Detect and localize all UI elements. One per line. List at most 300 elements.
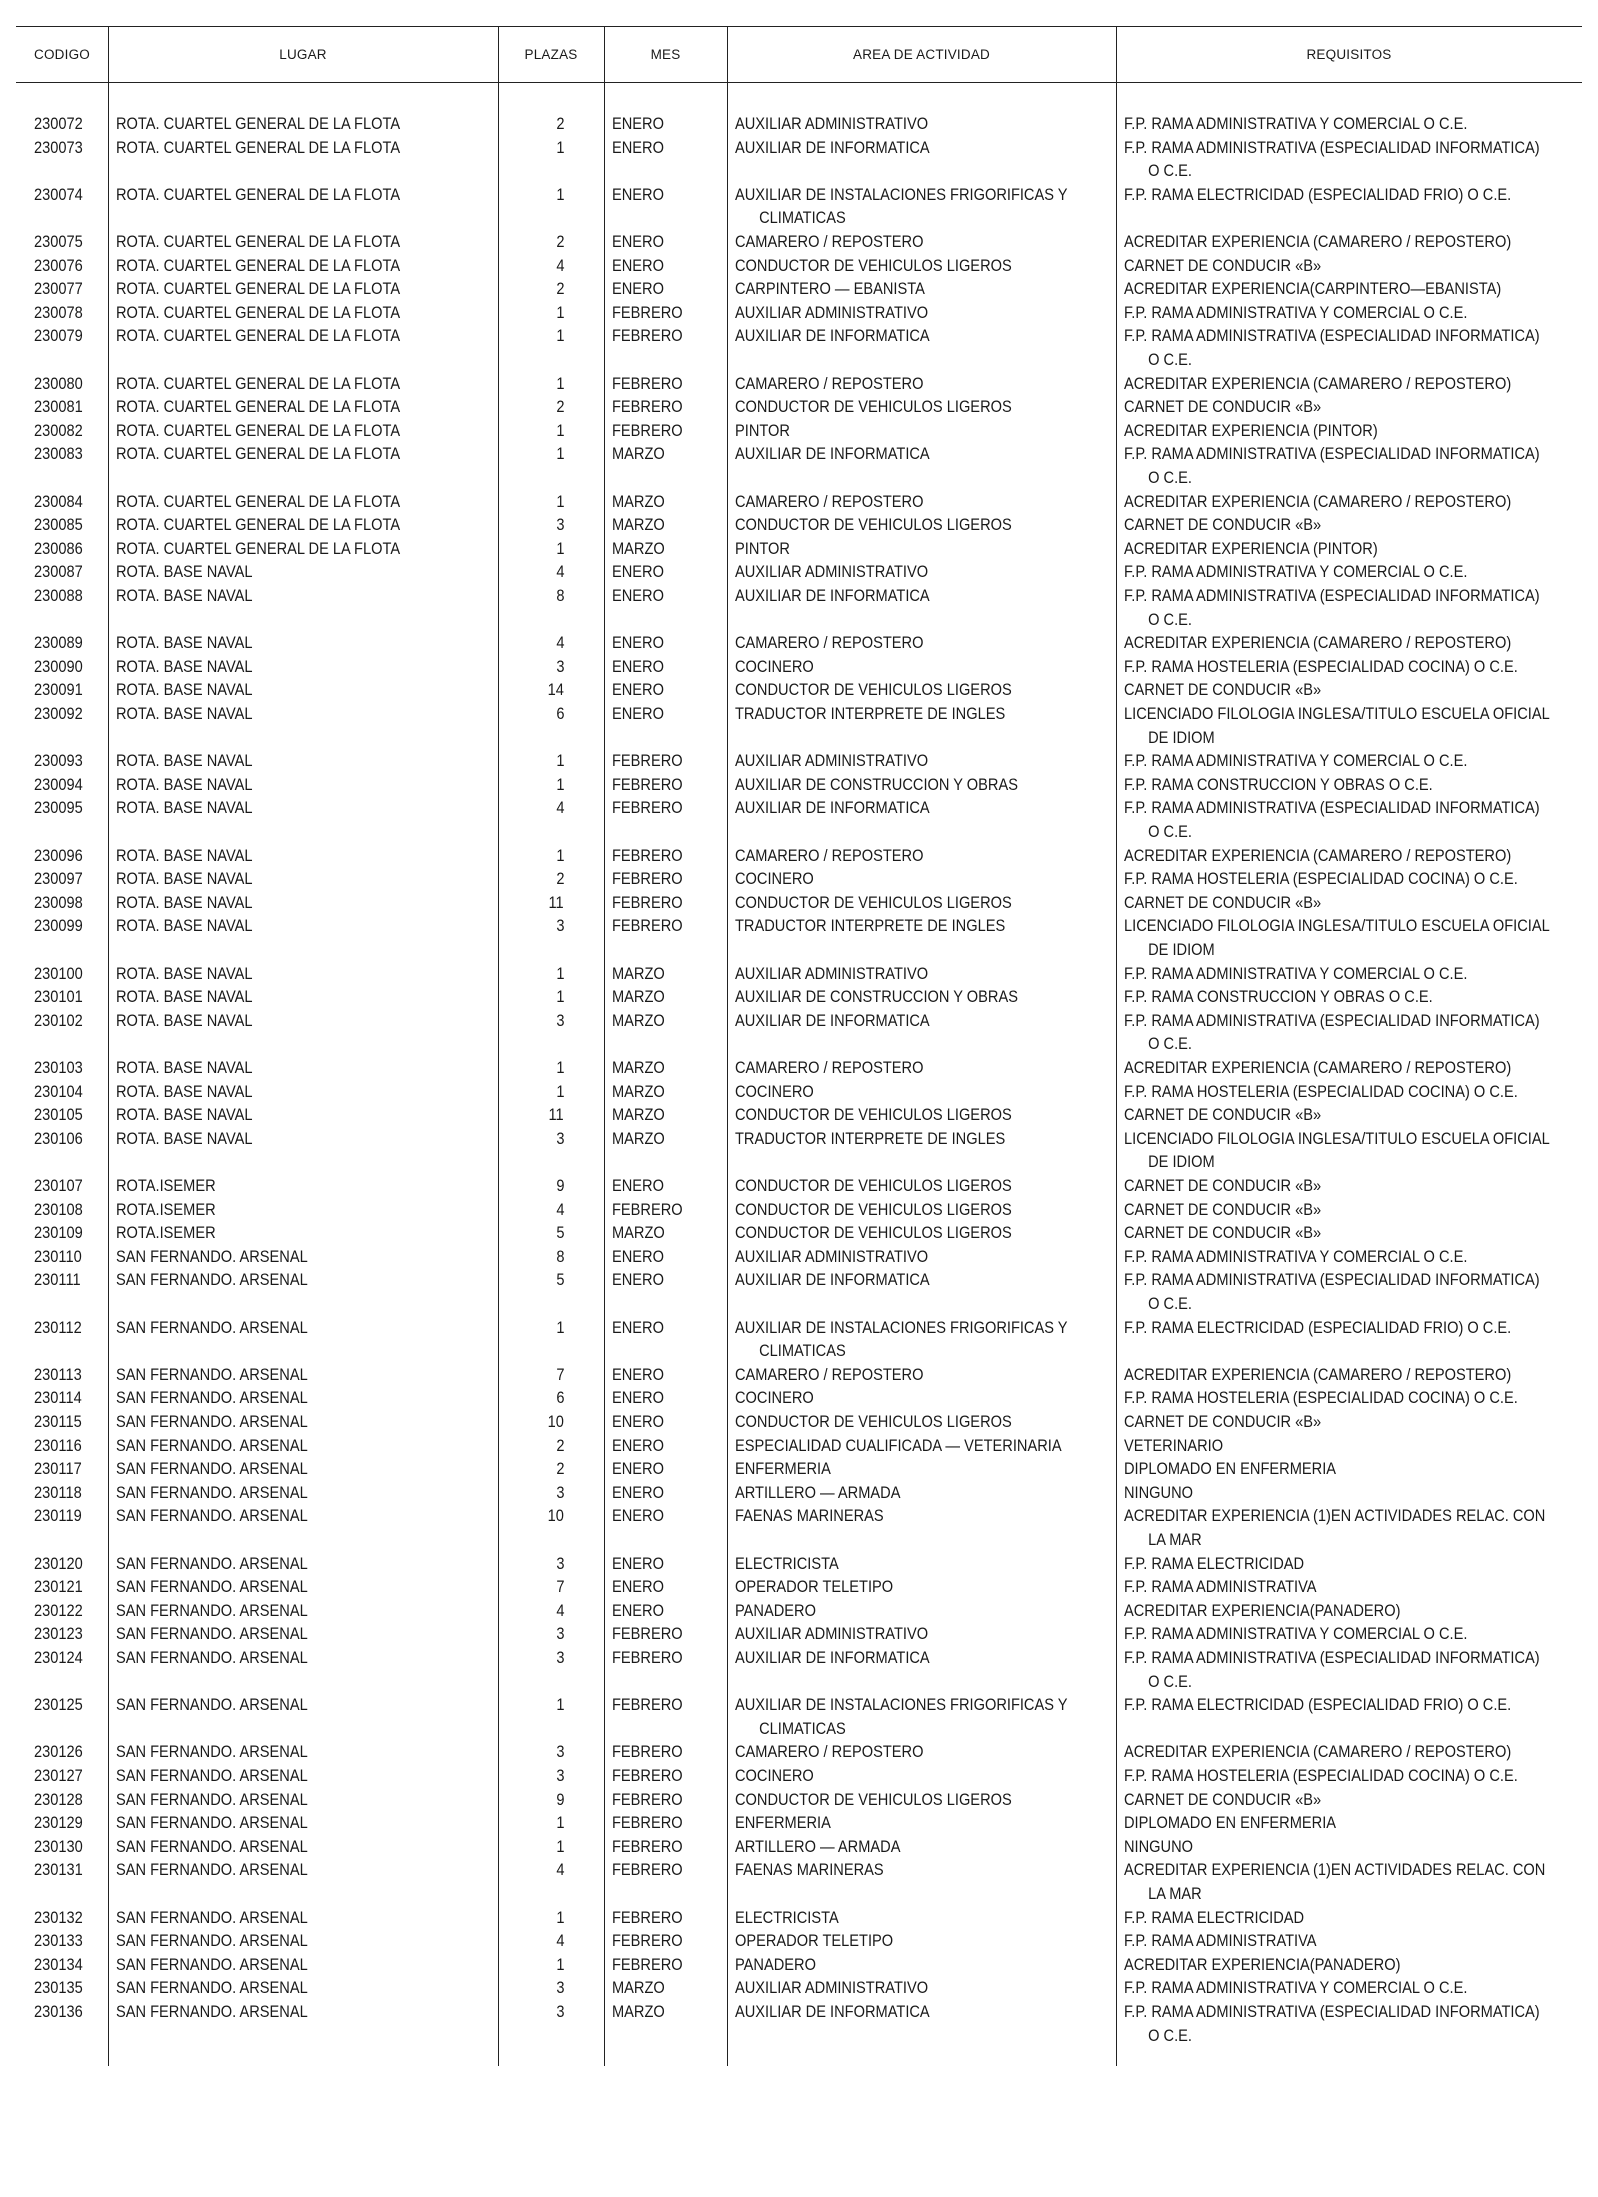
mes-cell: ENERO [612,586,665,605]
area-cell: FAENAS MARINERAS [735,1506,884,1526]
lugar-cell: ROTA. BASE NAVAL [116,586,253,605]
plazas-cell: 1 [555,751,564,771]
requisitos-cell: F.P. RAMA ADMINISTRATIVA Y COMERCIAL O C.E. [1124,1624,1468,1644]
plazas-cell: 9 [555,1789,564,1809]
codigo-cell: 230105 [34,1105,83,1125]
lugar-cell: SAN FERNANDO. ARSENAL [116,1600,308,1620]
area-cell: CAMARERO / REPOSTERO [735,1058,924,1077]
lugar-cell: ROTA. CUARTEL GENERAL DE LA FLOTA [116,302,401,322]
requisitos-cell: CARNET DE CONDUCIR «B» [1124,1199,1322,1219]
codigo-cell: 230094 [34,774,83,794]
mes-cell: ENERO [612,114,665,133]
plazas-cell: 4 [555,562,564,582]
codigo-cell: 230083 [34,444,83,464]
mes-cell: ENERO [612,232,665,251]
lugar-cell: ROTA. BASE NAVAL [116,704,253,723]
plazas-cell: 7 [555,1364,564,1384]
mes-cell: ENERO [612,656,665,676]
mes-cell: FEBRERO [612,774,683,794]
codigo-cell: 230114 [34,1388,82,1408]
requisitos-continuation-cell: O C.E. [1148,609,1192,629]
requisitos-cell: F.P. RAMA ELECTRICIDAD (ESPECIALIDAD FRIO) O C.E. [1124,1317,1512,1337]
plazas-cell: 1 [555,538,564,558]
codigo-cell: 230126 [34,1742,83,1762]
lugar-cell: SAN FERNANDO. ARSENAL [116,1978,308,1998]
lugar-cell: ROTA. BASE NAVAL [116,1058,253,1077]
mes-cell: MARZO [612,1223,665,1243]
codigo-cell: 230124 [34,1648,83,1667]
area-cell: CONDUCTOR DE VEHICULOS LIGEROS [735,255,1012,275]
requisitos-cell: F.P. RAMA CONSTRUCCION Y OBRAS O C.E. [1124,987,1433,1007]
lugar-cell: ROTA. BASE NAVAL [116,1010,253,1030]
lugar-cell: SAN FERNANDO. ARSENAL [116,1789,308,1809]
area-cell: AUXILIAR ADMINISTRATIVO [735,963,929,983]
mes-cell: ENERO [612,279,665,299]
mes-cell: FEBRERO [612,1648,683,1667]
mes-cell: ENERO [612,1412,665,1431]
area-cell: CARPINTERO — EBANISTA [735,279,925,299]
area-cell: AUXILIAR ADMINISTRATIVO [735,1246,929,1266]
area-cell: COCINERO [735,656,814,676]
lugar-cell: ROTA. BASE NAVAL [116,656,253,676]
mes-cell: FEBRERO [612,302,683,322]
requisitos-continuation-cell: O C.E. [1148,1671,1192,1691]
area-cell: ELECTRICISTA [735,1907,839,1927]
area-cell: TRADUCTOR INTERPRETE DE INGLES [735,1128,1006,1148]
area-cell: AUXILIAR ADMINISTRATIVO [735,1624,929,1644]
plazas-cell: 3 [555,2002,564,2021]
codigo-cell: 230107 [34,1176,83,1195]
plazas-cell: 3 [555,1624,564,1644]
codigo-cell: 230116 [34,1435,82,1455]
lugar-cell: SAN FERNANDO. ARSENAL [116,1388,308,1408]
mes-cell: ENERO [612,1482,665,1502]
lugar-cell: ROTA. CUARTEL GENERAL DE LA FLOTA [116,232,401,251]
area-cell: CAMARERO / REPOSTERO [735,491,924,511]
plazas-cell: 1 [555,845,564,865]
plazas-cell: 4 [555,1931,564,1951]
lugar-cell: ROTA. CUARTEL GENERAL DE LA FLOTA [116,515,401,535]
area-cell: AUXILIAR DE INFORMATICA [735,586,930,605]
lugar-cell: ROTA. BASE NAVAL [116,845,253,865]
mes-cell: MARZO [612,963,665,983]
plazas-cell: 1 [555,987,564,1007]
codigo-cell: 230108 [34,1199,83,1219]
area-cell: ESPECIALIDAD CUALIFICADA — VETERINARIA [735,1435,1062,1455]
area-cell: AUXILIAR DE INFORMATICA [735,326,930,346]
requisitos-cell: NINGUNO [1124,1482,1194,1502]
requisitos-cell: LICENCIADO FILOLOGIA INGLESA/TITULO ESCUELA OFICIAL [1124,1128,1550,1148]
area-cell: OPERADOR TELETIPO [735,1577,894,1597]
requisitos-cell: ACREDITAR EXPERIENCIA(PANADERO) [1124,1954,1401,1974]
mes-cell: ENERO [612,1506,665,1526]
plazas-cell: 1 [555,1954,564,1974]
lugar-cell: ROTA.ISEMER [116,1199,216,1219]
mes-cell: ENERO [612,1388,665,1408]
area-cell: TRADUCTOR INTERPRETE DE INGLES [735,704,1006,723]
mes-cell: MARZO [612,515,665,535]
plazas-cell: 1 [555,1695,564,1715]
column-divider [108,26,109,2066]
requisitos-cell: F.P. RAMA HOSTELERIA (ESPECIALIDAD COCINA) O C.E. [1124,656,1518,676]
requisitos-cell: DIPLOMADO EN ENFERMERIA [1124,1813,1337,1833]
requisitos-cell: F.P. RAMA ADMINISTRATIVA Y COMERCIAL O C.E. [1124,562,1468,582]
area-cell: CONDUCTOR DE VEHICULOS LIGEROS [735,515,1012,535]
mes-cell: FEBRERO [612,916,683,936]
mes-cell: MARZO [612,1081,665,1101]
mes-cell: FEBRERO [612,1931,683,1951]
codigo-cell: 230136 [34,2002,83,2021]
area-cell: AUXILIAR DE INFORMATICA [735,137,930,157]
codigo-cell: 230134 [34,1954,83,1974]
requisitos-cell: F.P. RAMA ADMINISTRATIVA (ESPECIALIDAD INFORMATICA) [1124,326,1540,346]
requisitos-cell: F.P. RAMA ADMINISTRATIVA Y COMERCIAL O C.E. [1124,114,1468,133]
header-mes: MES [650,46,681,62]
codigo-cell: 230095 [34,798,83,818]
requisitos-cell: ACREDITAR EXPERIENCIA(PANADERO) [1124,1600,1401,1620]
lugar-cell: SAN FERNANDO. ARSENAL [116,1246,308,1266]
codigo-cell: 230129 [34,1813,83,1833]
plazas-cell: 2 [555,1435,564,1455]
mes-cell: ENERO [612,633,665,653]
lugar-cell: ROTA. BASE NAVAL [116,892,253,912]
mes-cell: ENERO [612,1600,665,1620]
lugar-cell: ROTA.ISEMER [116,1176,216,1195]
lugar-cell: ROTA. CUARTEL GENERAL DE LA FLOTA [116,114,401,133]
area-cell: CONDUCTOR DE VEHICULOS LIGEROS [735,1223,1012,1243]
codigo-cell: 230099 [34,916,83,936]
codigo-cell: 230119 [34,1506,82,1526]
requisitos-cell: F.P. RAMA ADMINISTRATIVA Y COMERCIAL O C.E. [1124,1978,1468,1998]
mes-cell: MARZO [612,2002,665,2021]
area-cell: PINTOR [735,420,790,440]
requisitos-cell: F.P. RAMA ADMINISTRATIVA (ESPECIALIDAD INFORMATICA) [1124,444,1540,464]
plazas-cell: 3 [555,1648,564,1667]
mes-cell: FEBRERO [612,845,683,865]
requisitos-cell: ACREDITAR EXPERIENCIA(CARPINTERO—EBANISTA) [1124,279,1502,299]
codigo-cell: 230111 [34,1270,81,1290]
requisitos-continuation-cell: DE IDIOM [1148,727,1215,747]
codigo-cell: 230118 [34,1482,82,1502]
codigo-cell: 230090 [34,656,83,676]
requisitos-cell: F.P. RAMA ADMINISTRATIVA (ESPECIALIDAD INFORMATICA) [1124,586,1540,605]
mes-cell: FEBRERO [612,420,683,440]
lugar-cell: ROTA.ISEMER [116,1223,216,1243]
codigo-cell: 230089 [34,633,83,653]
requisitos-cell: CARNET DE CONDUCIR «B» [1124,892,1322,912]
lugar-cell: ROTA. CUARTEL GENERAL DE LA FLOTA [116,326,401,346]
mes-cell: ENERO [612,562,665,582]
plazas-cell: 9 [555,1176,564,1195]
codigo-cell: 230079 [34,326,83,346]
plazas-cell: 4 [555,633,564,653]
codigo-cell: 230085 [34,515,83,535]
lugar-cell: ROTA. BASE NAVAL [116,774,253,794]
codigo-cell: 230123 [34,1624,83,1644]
lugar-cell: ROTA. CUARTEL GENERAL DE LA FLOTA [116,420,401,440]
lugar-cell: ROTA. BASE NAVAL [116,798,253,818]
requisitos-cell: ACREDITAR EXPERIENCIA (PINTOR) [1124,538,1378,558]
header-plazas: PLAZAS [524,46,578,62]
mes-cell: FEBRERO [612,1789,683,1809]
plazas-cell: 4 [555,255,564,275]
codigo-cell: 230110 [34,1246,82,1266]
plazas-cell: 2 [555,1459,564,1479]
area-cell: CAMARERO / REPOSTERO [735,845,924,865]
lugar-cell: ROTA. BASE NAVAL [116,869,253,889]
area-cell: OPERADOR TELETIPO [735,1931,894,1951]
lugar-cell: SAN FERNANDO. ARSENAL [116,1931,308,1951]
plazas-cell: 1 [555,326,564,346]
requisitos-cell: ACREDITAR EXPERIENCIA (CAMARERO / REPOSTERO) [1124,373,1512,393]
mes-cell: ENERO [612,1317,665,1337]
lugar-cell: SAN FERNANDO. ARSENAL [116,1766,308,1785]
area-cell: ARTILLERO — ARMADA [735,1836,901,1856]
area-cell: CAMARERO / REPOSTERO [735,232,924,251]
area-cell: AUXILIAR DE CONSTRUCCION Y OBRAS [735,774,1018,794]
area-cell: AUXILIAR DE INSTALACIONES FRIGORIFICAS Y [735,184,1068,204]
plazas-cell: 3 [555,1766,564,1785]
header-requisitos: REQUISITOS [1306,46,1392,62]
codigo-cell: 230072 [34,114,83,133]
codigo-cell: 230106 [34,1128,83,1148]
codigo-cell: 230132 [34,1907,83,1927]
lugar-cell: SAN FERNANDO. ARSENAL [116,1435,308,1455]
plazas-cell: 1 [555,491,564,511]
requisitos-cell: CARNET DE CONDUCIR «B» [1124,680,1322,700]
requisitos-continuation-cell: O C.E. [1148,350,1192,369]
requisitos-continuation-cell: O C.E. [1148,822,1192,841]
area-cell: AUXILIAR DE INFORMATICA [735,444,930,464]
area-cell: CONDUCTOR DE VEHICULOS LIGEROS [735,1199,1012,1219]
mes-cell: ENERO [612,255,665,275]
plazas-cell: 10 [547,1412,564,1431]
plazas-cell: 1 [555,444,564,464]
mes-cell: ENERO [612,1577,665,1597]
header-lugar: LUGAR [279,46,327,62]
area-cell: ENFERMERIA [735,1459,831,1479]
codigo-cell: 230077 [34,279,83,299]
requisitos-cell: F.P. RAMA ELECTRICIDAD [1124,1553,1305,1573]
area-cell: AUXILIAR ADMINISTRATIVO [735,751,929,771]
codigo-cell: 230102 [34,1010,83,1030]
codigo-cell: 230113 [34,1364,82,1384]
mes-cell: ENERO [612,184,665,204]
plazas-cell: 10 [547,1506,564,1526]
plazas-cell: 1 [555,1813,564,1833]
lugar-cell: SAN FERNANDO. ARSENAL [116,1482,308,1502]
plazas-cell: 1 [555,963,564,983]
mes-cell: FEBRERO [612,751,683,771]
plazas-cell: 1 [555,1058,564,1077]
codigo-cell: 230103 [34,1058,83,1077]
plazas-cell: 3 [555,1742,564,1762]
lugar-cell: ROTA. CUARTEL GENERAL DE LA FLOTA [116,279,401,299]
lugar-cell: SAN FERNANDO. ARSENAL [116,1270,308,1290]
lugar-cell: SAN FERNANDO. ARSENAL [116,1954,308,1974]
requisitos-cell: ACREDITAR EXPERIENCIA (PINTOR) [1124,420,1378,440]
requisitos-cell: CARNET DE CONDUCIR «B» [1124,515,1322,535]
lugar-cell: ROTA. CUARTEL GENERAL DE LA FLOTA [116,444,401,464]
area-cell: CAMARERO / REPOSTERO [735,373,924,393]
area-cell: PANADERO [735,1600,816,1620]
requisitos-cell: CARNET DE CONDUCIR «B» [1124,1176,1322,1195]
lugar-cell: ROTA. CUARTEL GENERAL DE LA FLOTA [116,255,401,275]
lugar-cell: ROTA. BASE NAVAL [116,751,253,771]
plazas-cell: 3 [555,1978,564,1998]
lugar-cell: ROTA. BASE NAVAL [116,562,253,582]
codigo-cell: 230087 [34,562,83,582]
requisitos-cell: CARNET DE CONDUCIR «B» [1124,1412,1322,1431]
plazas-cell: 1 [555,373,564,393]
codigo-cell: 230125 [34,1695,83,1715]
area-cell: CONDUCTOR DE VEHICULOS LIGEROS [735,397,1012,417]
document-table [16,26,1582,2066]
codigo-cell: 230130 [34,1836,83,1856]
requisitos-cell: F.P. RAMA HOSTELERIA (ESPECIALIDAD COCINA) O C.E. [1124,869,1518,889]
codigo-cell: 230092 [34,704,83,723]
plazas-cell: 3 [555,656,564,676]
codigo-cell: 230078 [34,302,83,322]
area-cell: CONDUCTOR DE VEHICULOS LIGEROS [735,1176,1012,1195]
plazas-cell: 3 [555,1010,564,1030]
plazas-cell: 8 [555,586,564,605]
mes-cell: MARZO [612,491,665,511]
lugar-cell: ROTA. BASE NAVAL [116,1128,253,1148]
codigo-cell: 230075 [34,232,83,251]
codigo-cell: 230131 [34,1860,83,1880]
mes-cell: ENERO [612,1270,665,1290]
codigo-cell: 230086 [34,538,83,558]
plazas-cell: 4 [555,1860,564,1880]
codigo-cell: 230120 [34,1553,83,1573]
area-cell: CAMARERO / REPOSTERO [735,1364,924,1384]
requisitos-cell: F.P. RAMA ADMINISTRATIVA (ESPECIALIDAD INFORMATICA) [1124,137,1540,157]
codigo-cell: 230084 [34,491,83,511]
lugar-cell: SAN FERNANDO. ARSENAL [116,1506,308,1526]
plazas-cell: 2 [555,279,564,299]
mes-cell: MARZO [612,1128,665,1148]
area-cell: AUXILIAR ADMINISTRATIVO [735,114,929,133]
requisitos-continuation-cell: O C.E. [1148,2025,1192,2045]
area-cell: COCINERO [735,1388,814,1408]
column-divider [498,26,499,2066]
plazas-cell: 4 [555,798,564,818]
requisitos-continuation-cell: O C.E. [1148,1034,1192,1054]
plazas-cell: 2 [555,869,564,889]
requisitos-cell: CARNET DE CONDUCIR «B» [1124,255,1322,275]
requisitos-continuation-cell: LA MAR [1148,1530,1202,1549]
area-cell: AUXILIAR DE INFORMATICA [735,2002,930,2021]
requisitos-cell: CARNET DE CONDUCIR «B» [1124,1789,1322,1809]
area-cell: TRADUCTOR INTERPRETE DE INGLES [735,916,1006,936]
area-cell: AUXILIAR DE INSTALACIONES FRIGORIFICAS Y [735,1317,1068,1337]
lugar-cell: SAN FERNANDO. ARSENAL [116,1695,308,1715]
plazas-cell: 1 [555,1907,564,1927]
lugar-cell: ROTA. CUARTEL GENERAL DE LA FLOTA [116,397,401,417]
requisitos-cell: NINGUNO [1124,1836,1194,1856]
requisitos-cell: ACREDITAR EXPERIENCIA (1)EN ACTIVIDADES RELAC. CON [1124,1506,1546,1526]
requisitos-cell: DIPLOMADO EN ENFERMERIA [1124,1459,1337,1479]
requisitos-cell: F.P. RAMA ADMINISTRATIVA [1124,1931,1317,1951]
area-cell: ELECTRICISTA [735,1553,839,1573]
requisitos-cell: F.P. RAMA CONSTRUCCION Y OBRAS O C.E. [1124,774,1433,794]
mes-cell: FEBRERO [612,397,683,417]
requisitos-continuation-cell: LA MAR [1148,1884,1202,1903]
mes-cell: FEBRERO [612,1624,683,1644]
mes-cell: ENERO [612,1246,665,1266]
plazas-cell: 5 [555,1270,564,1290]
plazas-cell: 3 [555,515,564,535]
plazas-cell: 8 [555,1246,564,1266]
codigo-cell: 230082 [34,420,83,440]
codigo-cell: 230121 [34,1577,83,1597]
lugar-cell: ROTA. BASE NAVAL [116,1081,253,1101]
plazas-cell: 6 [555,704,564,723]
lugar-cell: SAN FERNANDO. ARSENAL [116,1860,308,1880]
plazas-cell: 1 [555,184,564,204]
lugar-cell: SAN FERNANDO. ARSENAL [116,1317,308,1337]
column-divider [1116,26,1117,2066]
column-divider [604,26,605,2066]
plazas-cell: 3 [555,1553,564,1573]
plazas-cell: 1 [555,137,564,157]
codigo-cell: 230076 [34,255,83,275]
requisitos-cell: F.P. RAMA HOSTELERIA (ESPECIALIDAD COCINA) O C.E. [1124,1766,1518,1785]
mes-cell: ENERO [612,1459,665,1479]
area-cell: CONDUCTOR DE VEHICULOS LIGEROS [735,680,1012,700]
mes-cell: FEBRERO [612,1954,683,1974]
mes-cell: FEBRERO [612,326,683,346]
lugar-cell: ROTA. BASE NAVAL [116,916,253,936]
area-cell: AUXILIAR DE CONSTRUCCION Y OBRAS [735,987,1018,1007]
mes-cell: FEBRERO [612,1907,683,1927]
area-cell: AUXILIAR ADMINISTRATIVO [735,1978,929,1998]
requisitos-cell: CARNET DE CONDUCIR «B» [1124,1223,1322,1243]
lugar-cell: ROTA. BASE NAVAL [116,1105,253,1125]
area-cell: PANADERO [735,1954,816,1974]
plazas-cell: 1 [555,1317,564,1337]
mes-cell: FEBRERO [612,798,683,818]
requisitos-cell: ACREDITAR EXPERIENCIA (CAMARERO / REPOSTERO) [1124,232,1512,251]
area-cell: CONDUCTOR DE VEHICULOS LIGEROS [735,892,1012,912]
mes-cell: MARZO [612,1010,665,1030]
mes-cell: ENERO [612,137,665,157]
requisitos-cell: LICENCIADO FILOLOGIA INGLESA/TITULO ESCUELA OFICIAL [1124,704,1550,723]
area-cell: PINTOR [735,538,790,558]
requisitos-cell: LICENCIADO FILOLOGIA INGLESA/TITULO ESCUELA OFICIAL [1124,916,1550,936]
area-cell: AUXILIAR ADMINISTRATIVO [735,302,929,322]
header-area: AREA DE ACTIVIDAD [853,46,990,62]
header-rule [16,82,1582,83]
requisitos-cell: CARNET DE CONDUCIR «B» [1124,1105,1322,1125]
lugar-cell: ROTA. BASE NAVAL [116,680,253,700]
codigo-cell: 230098 [34,892,83,912]
mes-cell: MARZO [612,1978,665,1998]
area-continuation-cell: CLIMATICAS [759,1718,846,1738]
plazas-cell: 1 [555,1081,564,1101]
plazas-cell: 3 [555,1482,564,1502]
lugar-cell: ROTA. BASE NAVAL [116,987,253,1007]
codigo-cell: 230122 [34,1600,83,1620]
codigo-cell: 230117 [34,1459,82,1479]
requisitos-cell: F.P. RAMA ELECTRICIDAD [1124,1907,1305,1927]
codigo-cell: 230109 [34,1223,83,1243]
lugar-cell: ROTA. CUARTEL GENERAL DE LA FLOTA [116,491,401,511]
area-cell: AUXILIAR DE INFORMATICA [735,1648,930,1667]
mes-cell: MARZO [612,1105,665,1125]
requisitos-cell: F.P. RAMA HOSTELERIA (ESPECIALIDAD COCINA) O C.E. [1124,1081,1518,1101]
